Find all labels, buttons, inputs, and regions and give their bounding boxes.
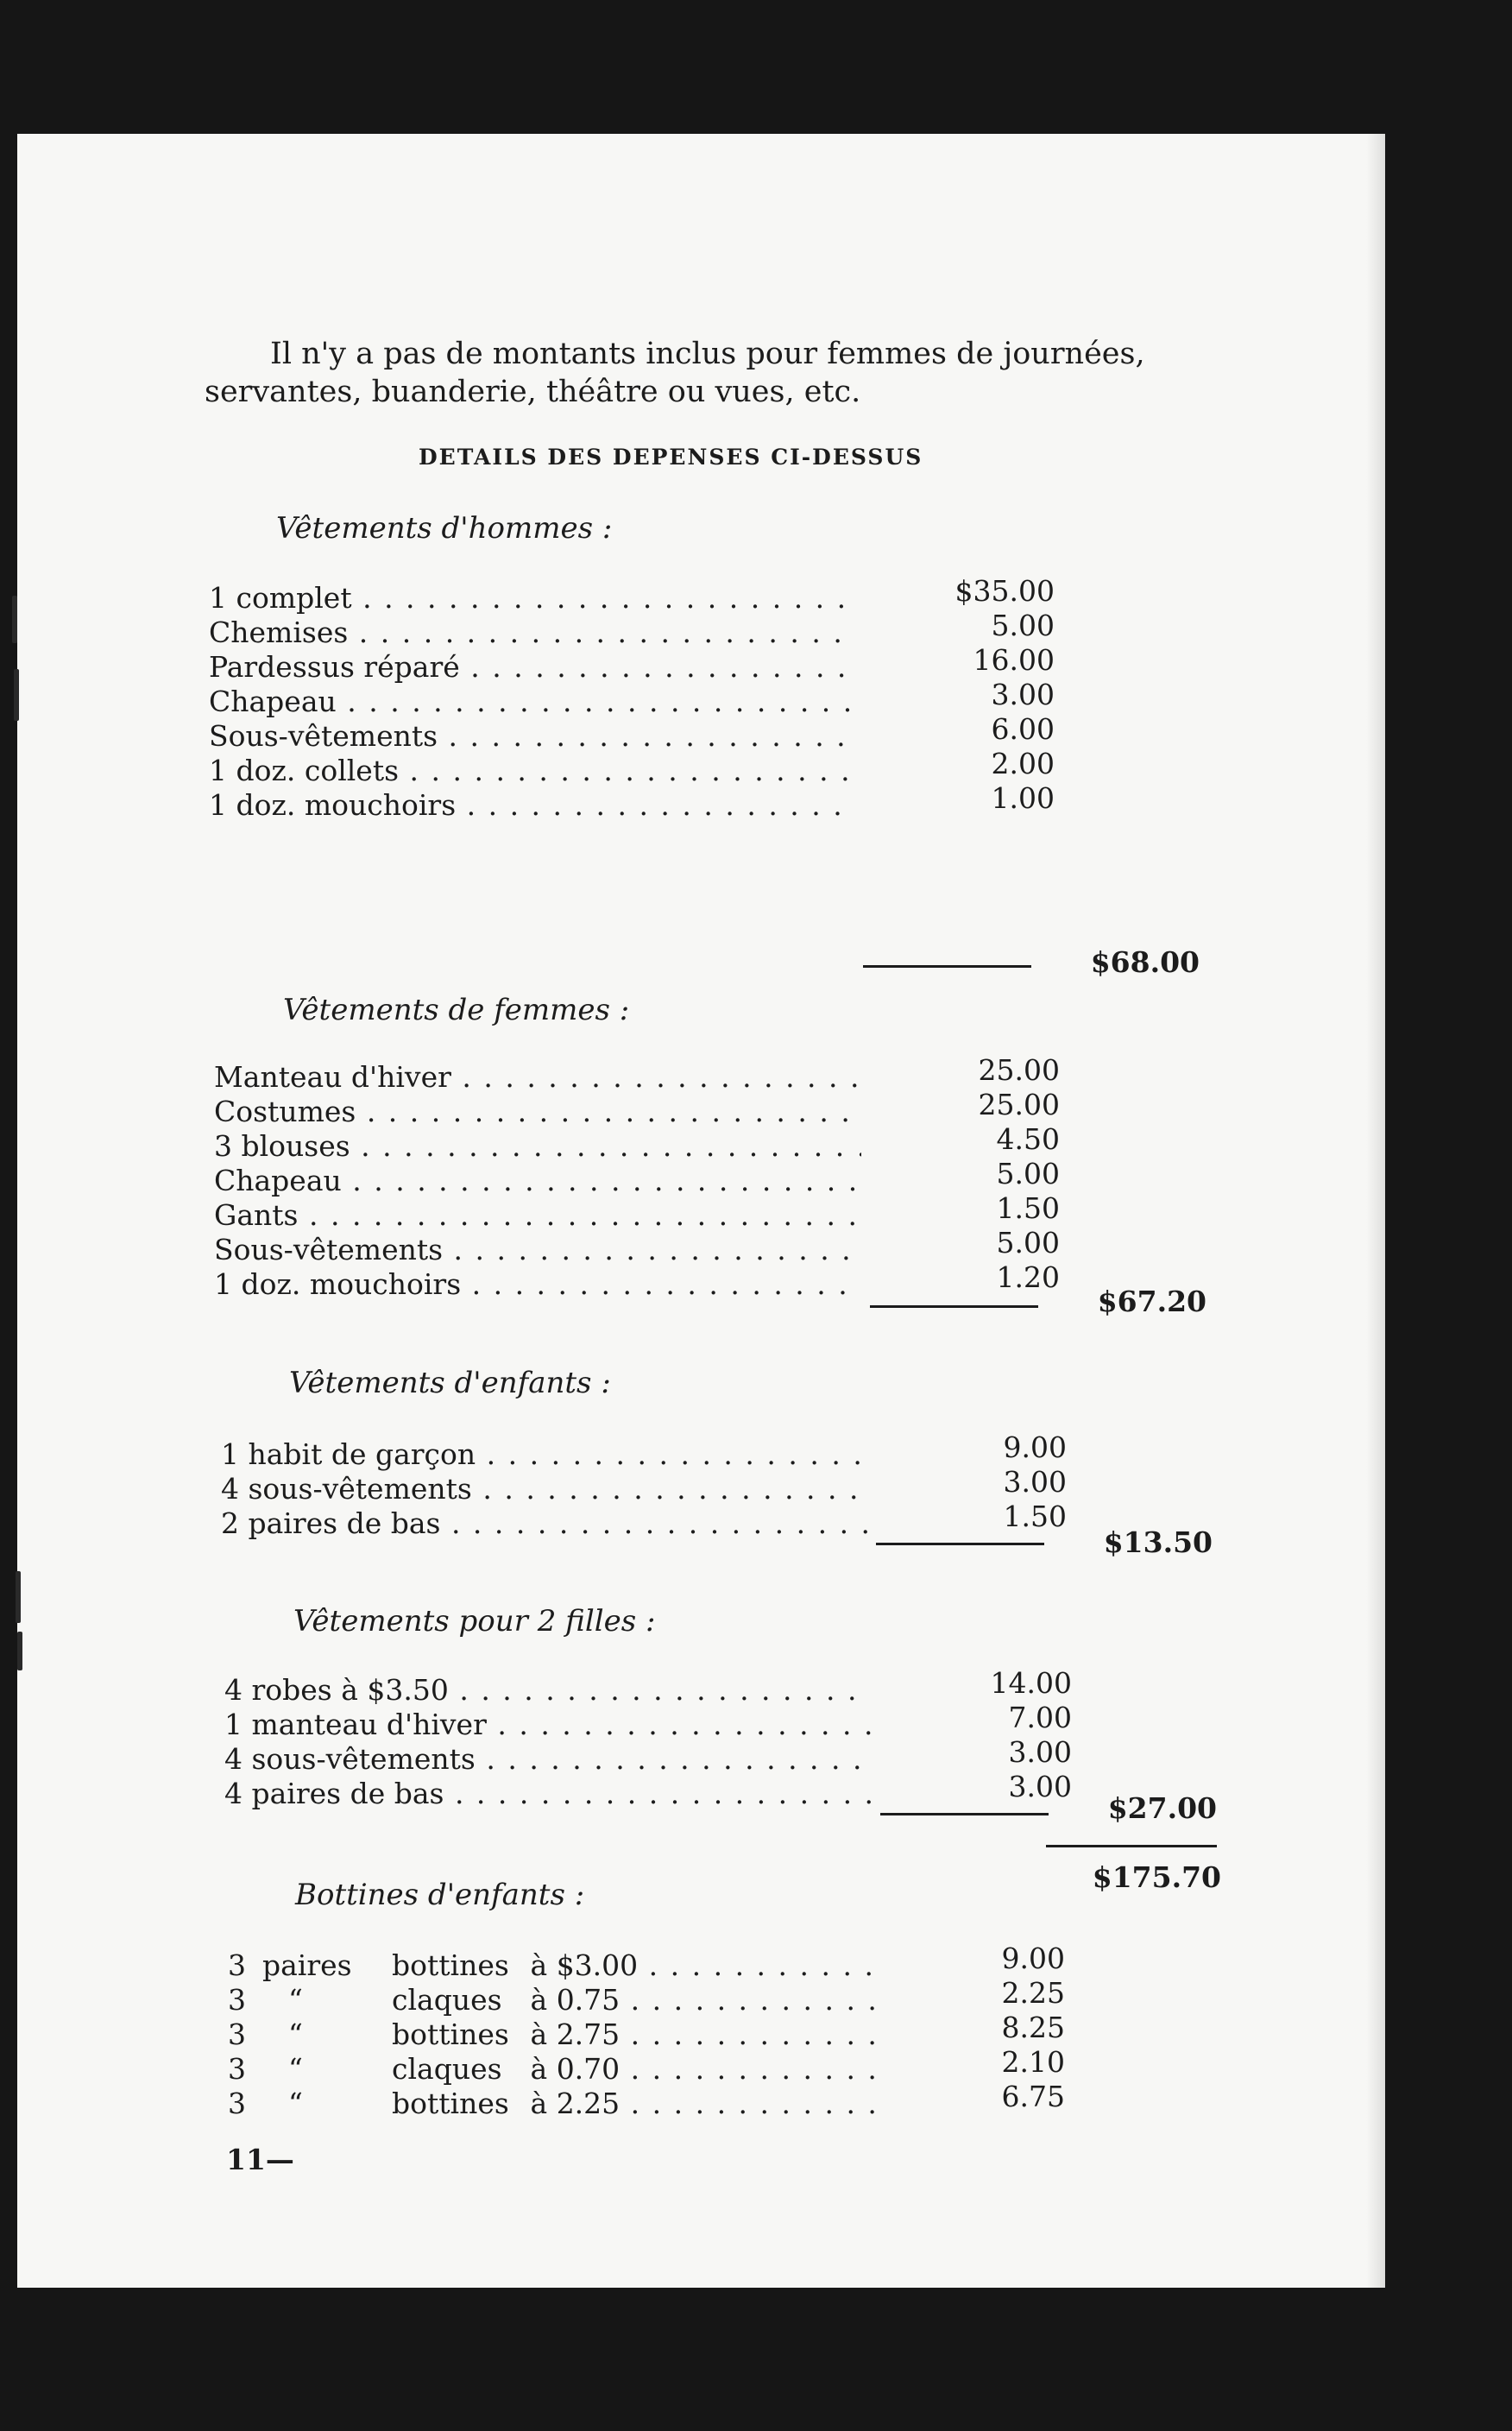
item-label: Chemises . . . [209,616,856,650]
item-qty: 3 [228,1983,246,2017]
item-amount: 25.00 [978,1053,1060,1087]
item-kind: claques [392,1983,502,2017]
subtotal-women: $67.20 [1097,1285,1206,1318]
item-price: 0.75 [556,1983,621,2017]
item-qty: 3 [228,2087,246,2120]
item-amount: 3.00 [1008,1735,1072,1769]
item-amount: 3.00 [1003,1465,1067,1499]
section-heading-women: Vêtements de femmes : [283,993,630,1027]
item-amount: 25.00 [978,1088,1060,1121]
item-label: 1 complet . . . [209,581,856,616]
item-label: 1 doz. mouchoirs . . . [209,788,856,823]
intro-line-1: Il n'y a pas de montants inclus pour femmes de journées, [270,337,1145,371]
subtotal-rule [876,1543,1044,1545]
subtotal-men: $68.00 [1090,945,1200,979]
item-price: 2.25 [556,2087,621,2120]
item-amount: 6.00 [991,712,1055,746]
section-heading-men: Vêtements d'hommes : [276,511,613,546]
subtotal-rule [863,965,1031,968]
item-price: 0.70 [556,2052,621,2086]
grand-total: $175.70 [1092,1860,1221,1894]
item-label: Pardessus réparé . . . [209,650,856,685]
item-label: 1 doz. collets . . . [209,754,856,788]
section-heading-girls: Vêtements pour 2 filles : [293,1604,656,1639]
document-page [17,134,1385,2288]
item-amount: 16.00 [973,643,1055,677]
item-amount: 5.00 [991,609,1055,642]
item-label: 4 robes à $3.50 . . . [224,1673,872,1708]
item-amount: 1.20 [996,1260,1060,1294]
item-at: à [530,1948,548,1982]
item-label: 4 sous-vêtements . . . [221,1472,868,1506]
binding-mark [12,596,17,643]
item-label: Sous-vêtements . . . [209,719,856,754]
item-kind: bottines [392,2087,509,2120]
subtotal-rule [870,1305,1038,1308]
item-amount: 6.75 [1001,2080,1065,2113]
item-qty: 3 [228,2052,246,2086]
section-heading-boots: Bottines d'enfants : [295,1878,585,1912]
item-amount: 5.00 [996,1157,1060,1190]
item-label: Chapeau . . . [209,685,856,719]
intro-line-2: servantes, buanderie, théâtre ou vues, etc. [205,375,861,409]
item-label: 1 habit de garçon . . . [221,1437,868,1472]
item-price: 2.75 [556,2017,621,2051]
item-amount: 2.25 [1001,1976,1065,2010]
subtotal-girls: $27.00 [1107,1791,1217,1825]
item-label: Gants . . . [214,1198,861,1233]
item-label: 1 manteau d'hiver . . . [224,1708,872,1742]
item-label: Manteau d'hiver . . . [214,1060,861,1095]
item-label: 3 blouses . . . [214,1129,861,1164]
item-amount: 8.25 [1001,2011,1065,2044]
item-label: 4 sous-vêtements . . . [224,1742,872,1777]
subtotal-rule [880,1813,1049,1815]
binding-mark [14,669,19,721]
item-qty: 3 [228,1948,246,1982]
item-amount: 2.00 [991,747,1055,780]
item-qty: 3 [228,2017,246,2051]
item-ditto: “ [288,1983,303,2017]
binding-mark [17,1632,22,1670]
item-amount: 2.10 [1001,2045,1065,2079]
item-kind: bottines [392,1948,509,1982]
section-caption: DETAILS DES DEPENSES CI-DESSUS [419,445,923,470]
item-ditto: “ [288,2052,303,2086]
item-at: à [530,2052,548,2086]
item-amount: $35.00 [954,574,1055,608]
item-amount: 9.00 [1003,1430,1067,1464]
binding-mark [16,1571,21,1623]
item-unit: paires [262,1948,352,1982]
item-ditto: “ [288,2087,303,2120]
item-kind: claques [392,2052,502,2086]
item-label: 4 paires de bas . . . [224,1777,872,1811]
item-amount: 5.00 [996,1226,1060,1260]
item-amount: 3.00 [991,678,1055,711]
item-amount: 1.00 [991,781,1055,815]
item-amount: 4.50 [996,1122,1060,1156]
grand-total-rule [1046,1845,1217,1847]
item-amount: 3.00 [1008,1770,1072,1803]
item-kind: bottines [392,2017,509,2051]
item-at: à [530,2087,548,2120]
page-number: 11— [226,2143,294,2176]
subtotal-children: $13.50 [1103,1525,1213,1559]
item-label: Sous-vêtements . . . [214,1233,861,1267]
item-price: $3.00 [556,1948,639,1982]
item-amount: 7.00 [1008,1701,1072,1734]
item-label: 1 doz. mouchoirs . . . [214,1267,861,1302]
item-amount: 9.00 [1001,1942,1065,1975]
item-amount: 1.50 [996,1191,1060,1225]
section-heading-children: Vêtements d'enfants : [289,1366,611,1400]
item-at: à [530,1983,548,2017]
item-at: à [530,2017,548,2051]
item-ditto: “ [288,2017,303,2051]
item-label: Chapeau . . . [214,1164,861,1198]
item-amount: 1.50 [1003,1500,1067,1533]
item-label: 2 paires de bas . . . [221,1506,868,1541]
item-label: Costumes . . . [214,1095,861,1129]
item-amount: 14.00 [990,1666,1072,1700]
